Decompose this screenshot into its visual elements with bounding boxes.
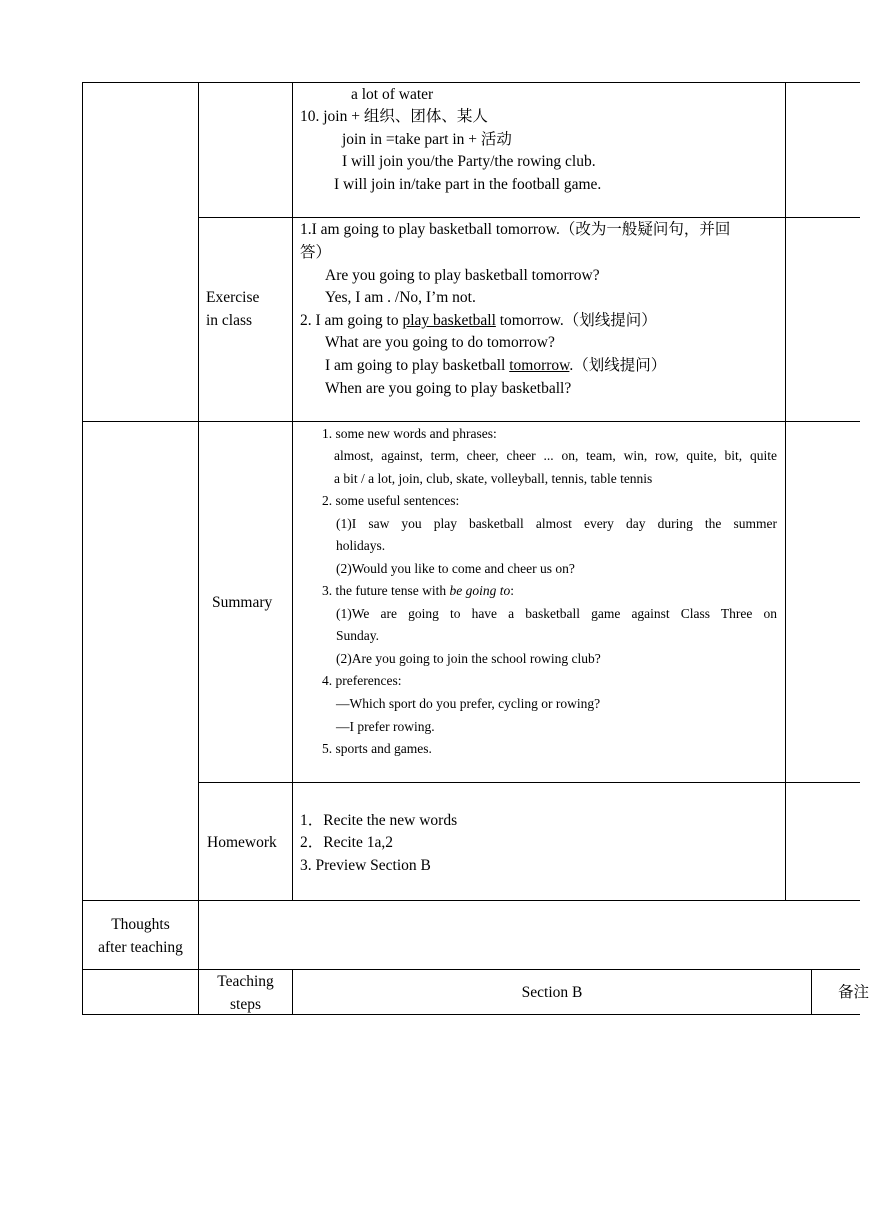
teaching-steps-line1: Teaching	[217, 973, 274, 990]
item3-text: :	[510, 583, 514, 598]
section-b-title: Section B	[521, 984, 583, 1001]
column-divider-3	[785, 82, 786, 900]
q3-text: I am going to play basketball	[325, 357, 510, 374]
summary-text: (2)Would you like to come and cheer us on?	[336, 561, 575, 576]
q3-text: .（划线提问）	[569, 357, 667, 374]
exercise-q1-answer: Yes, I am . /No, I’m not.	[325, 289, 476, 306]
content-line: I will join in/take part in the football game.	[334, 176, 602, 193]
exercise-label-line1: Exercise	[206, 289, 260, 306]
content-line: join in =take part in + 活动	[342, 131, 512, 148]
summary-text: almost, against, term, cheer, cheer ... on, team, win, row, quite, bit, quite	[334, 448, 777, 463]
summary-item-title	[322, 582, 514, 600]
content-line: a lot of water	[351, 86, 434, 103]
content-line: 10. join + 组织、团体、某人	[300, 108, 488, 125]
homework-item: 1．Recite the new words	[300, 812, 458, 829]
q3-underlined: tomorrow	[509, 357, 570, 374]
summary-item-title: 4. preferences:	[322, 673, 402, 688]
summary-text: —I prefer rowing.	[336, 719, 435, 734]
summary-text: holidays.	[336, 538, 386, 553]
summary-label: Summary	[212, 594, 273, 611]
homework-item: 2．Recite 1a,2	[300, 834, 393, 851]
item3-text: 3. the future tense with	[322, 583, 450, 598]
exercise-q2-answer: What are you going to do tomorrow?	[325, 334, 555, 351]
summary-text: a bit / a lot, join, club, skate, volleyball, tennis, table tennis	[334, 471, 653, 486]
summary-item-title: 5. sports and games.	[322, 741, 432, 756]
column-divider-2	[292, 82, 293, 900]
q2-text: tomorrow.（划线提问）	[495, 312, 657, 329]
row-divider-exercise	[198, 217, 860, 218]
exercise-label-line2: in class	[206, 312, 253, 329]
summary-text: —Which sport do you prefer, cycling or rowing?	[336, 696, 601, 711]
notes-header: 备注	[838, 984, 869, 1001]
row-divider-homework	[198, 782, 860, 783]
exercise-q2	[300, 311, 657, 331]
summary-text: Sunday.	[336, 628, 379, 643]
exercise-q1: 1.I am going to play basketball tomorrow.（改为一般疑问句，并回	[300, 221, 731, 238]
summary-text: (1)We are going to have a basketball game against Class Three on	[336, 606, 777, 621]
summary-item-title: 1. some new words and phrases:	[322, 426, 497, 441]
summary-text: (2)Are you going to join the school rowing club?	[336, 651, 601, 666]
teaching-steps-line2: steps	[230, 996, 261, 1013]
homework-item: 3. Preview Section B	[300, 857, 431, 874]
table-border-left	[82, 82, 83, 1015]
homework-label: Homework	[207, 834, 277, 851]
q2-text: 2. I am going to	[300, 312, 403, 329]
q2-underlined: play basketball	[402, 312, 496, 329]
summary-text: (1)I saw you play basketball almost every day during the summer	[336, 516, 777, 531]
exercise-q1-cont: 答）	[300, 244, 332, 261]
content-line: I will join you/the Party/the rowing club.	[342, 153, 596, 170]
thoughts-label-line1: Thoughts	[111, 916, 170, 933]
item3-italic: be going to	[449, 583, 511, 598]
thoughts-label-line2: after teaching	[98, 939, 183, 956]
exercise-q1-answer: Are you going to play basketball tomorrow?	[325, 267, 600, 284]
column-divider-1	[198, 82, 199, 1015]
summary-item-title: 2. some useful sentences:	[322, 493, 460, 508]
exercise-q3-answer: When are you going to play basketball?	[325, 380, 572, 397]
exercise-q3	[325, 356, 666, 376]
